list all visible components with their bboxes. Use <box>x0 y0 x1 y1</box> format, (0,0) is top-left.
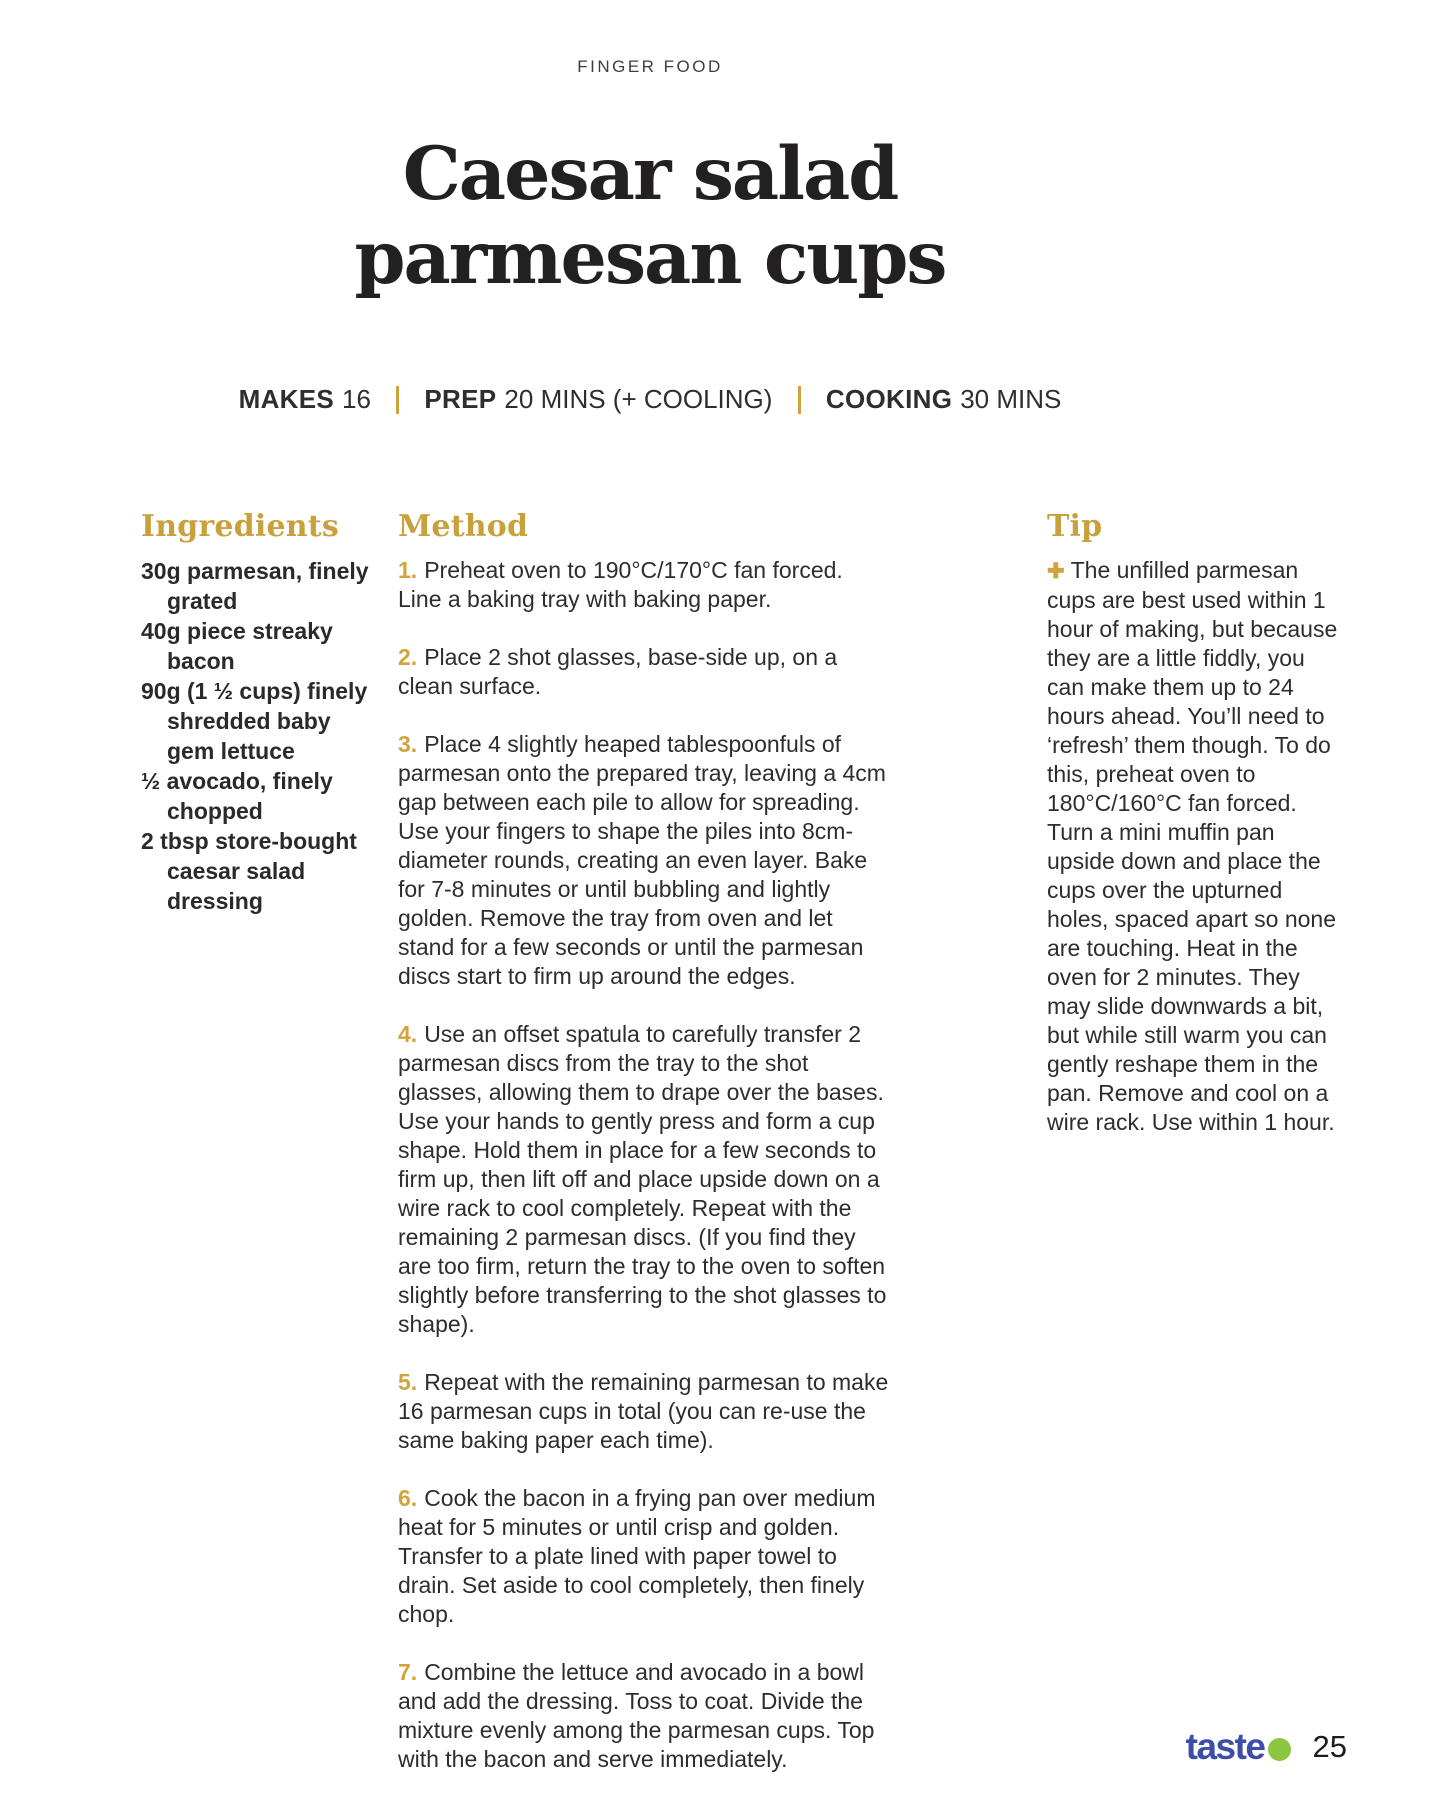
tip-column <box>1047 510 1343 1137</box>
recipe-title <box>0 132 1300 300</box>
method-step <box>398 1368 892 1455</box>
meta-cooking <box>826 384 1061 414</box>
meta-makes-label: MAKES <box>238 384 335 414</box>
step-number: 5. <box>398 1369 418 1395</box>
ingredient-item: 2 tbsp store-bought caesar salad dressing <box>141 828 357 914</box>
meta-makes-value: 16 <box>342 384 371 414</box>
method-step <box>398 643 892 701</box>
page-number: 25 <box>1312 1729 1347 1764</box>
step-text: Preheat oven to 190°C/170°C fan forced. Line a baking tray with baking paper. <box>398 557 843 612</box>
method-step <box>398 556 892 614</box>
ingredients-heading: Ingredients <box>141 509 339 544</box>
method-heading: Method <box>398 509 529 544</box>
step-text: Cook the bacon in a frying pan over medium heat for 5 minutes or until crisp and golden. Transfer to a plate lined with paper towel to drain. Set aside to cool completely, then finely chop. <box>398 1485 876 1627</box>
meta-prep <box>424 384 772 414</box>
ingredient-item: ½ avocado, finely chopped <box>141 768 333 824</box>
step-text: Place 2 shot glasses, base-side up, on a clean surface. <box>398 644 838 699</box>
ingredient-item: 30g parmesan, finely grated <box>141 558 369 614</box>
step-number: 1. <box>398 557 418 583</box>
method-step <box>398 1484 892 1629</box>
ingredient-item: 90g (1 ½ cups) finely shredded baby gem lettuce <box>141 678 368 764</box>
page-footer <box>1186 1728 1347 1765</box>
section-kicker: FINGER FOOD <box>577 57 723 76</box>
tip-body-text: The unfilled parmesan cups are best used within 1 hour of making, but because they are a little fiddly, you can make them up to 24 hours ahead. You’ll need to ‘refresh’ them though. To do this, preheat oven to 180°C/160°C fan forced. Turn a mini muffin pan upside down and place the cups over the upturned holes, spaced apart so none are touching. Heat in the oven for 2 minutes. They may slide downwards a bit, but while still warm you can gently reshape them in the pan. Remove and cool on a wire rack. Use within 1 hour. <box>1047 557 1338 1135</box>
taste-logo-dot-icon <box>1268 1738 1291 1761</box>
step-number: 7. <box>398 1659 418 1685</box>
step-text: Place 4 slightly heaped tablespoonfuls of parmesan onto the prepared tray, leaving a 4cm gap between each pile to allow for spreading. Use your fingers to shape the piles into 8cm-diameter rounds, creating an even layer. Bake for 7-8 minutes or until bubbling and lightly golden. Remove the tray from oven and let stand for a few seconds or until the parmesan discs start to firm up around the edges. <box>398 731 886 989</box>
method-step <box>398 1658 892 1774</box>
step-number: 2. <box>398 644 418 670</box>
meta-divider <box>798 386 801 414</box>
step-number: 6. <box>398 1485 418 1511</box>
recipe-title-line1: Caesar salad <box>402 131 898 217</box>
ingredient-item: 40g piece streaky bacon <box>141 618 333 674</box>
step-number: 4. <box>398 1021 418 1047</box>
method-step <box>398 1020 892 1339</box>
method-step <box>398 730 892 991</box>
meta-cooking-label: COOKING <box>825 384 953 414</box>
step-number: 3. <box>398 731 418 757</box>
meta-cooking-value: 30 MINS <box>960 384 1062 414</box>
meta-prep-value: 20 MINS (+ COOLING) <box>504 384 773 414</box>
meta-prep-label: PREP <box>424 384 497 414</box>
tip-heading: Tip <box>1047 509 1103 544</box>
meta-divider <box>396 386 399 414</box>
step-text: Combine the lettuce and avocado in a bowl and add the dressing. Toss to coat. Divide the mixture evenly among the parmesan cups. Top with the bacon and serve immediately. <box>398 1659 875 1772</box>
tip-text <box>1047 556 1343 1137</box>
taste-logo-text: taste <box>1185 1726 1265 1767</box>
step-text: Use an offset spatula to carefully transfer 2 parmesan discs from the tray to the shot glasses, allowing them to drape over the bases. Use your hands to gently press and form a cup shape. Hold them in place for a few seconds to firm up, then lift off and place upside down on a wire rack to cool completely. Repeat with the remaining 2 parmesan discs. (If you find they are too firm, return the tray to the oven to soften slightly before transferring to the shot glasses to shape). <box>398 1021 887 1337</box>
step-text: Repeat with the remaining parmesan to make 16 parmesan cups in total (you can re-use the same baking paper each time). <box>398 1369 889 1453</box>
recipe-meta <box>0 384 1300 415</box>
taste-logo <box>1186 1728 1291 1765</box>
plus-icon: ✚ <box>1047 560 1065 583</box>
recipe-title-line2: parmesan cups <box>354 215 946 301</box>
ingredients-column <box>141 510 381 916</box>
meta-makes <box>239 384 371 414</box>
method-column <box>398 510 892 1803</box>
